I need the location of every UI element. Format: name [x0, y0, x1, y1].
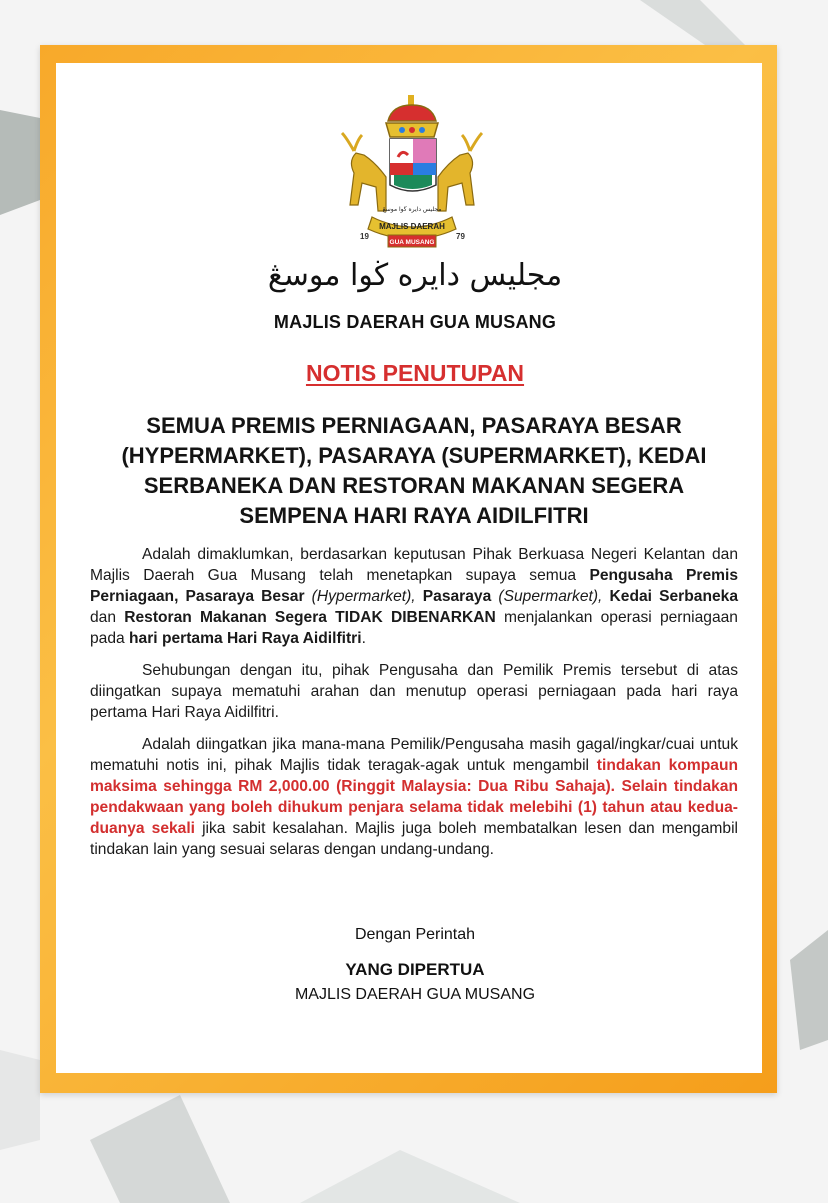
- paragraph-3: Adalah diingatkan jika mana-mana Pemilik/Pengusaha masih gagal/ingkar/cuai untuk mematuhi notis ini, pihak Majlis tidak teragak-agak untuk mengambil tindakan kompaun maksima sehingga RM 2,000.00 (Ringgit Malaysia: Dua Ribu Sahaja). Selain tindakan pendakwaan yang boleh dihukum penjara selama tidak melebihi (1) tahun atau kedua-duanya sekali jika sabit kesalahan. Majlis juga boleh membatalkan lesen dan mengambil tindakan lain yang sesuai selaras dengan undang-undang.: [90, 736, 738, 858]
- jawi-council-name: مجليس دايره ڬوا موسڠ: [267, 258, 563, 293]
- notice-headline: [92, 411, 736, 531]
- headline-line: SEMUA PREMIS PERNIAGAAN, PASARAYA BESAR: [146, 413, 682, 438]
- emblem-year-right: 79: [456, 232, 465, 241]
- headline-line: SERBANEKA DAN RESTORAN MAKANAN SEGERA: [143, 473, 685, 498]
- paragraph-2: Sehubungan dengan itu, pihak Pengusaha dan Pemilik Premis tersebut di atas diingatkan supaya mematuhi arahan dan menutup operasi perniagaan pada hari raya pertama Hari Raya Aidilfitri.: [90, 662, 738, 721]
- emblem-banner-text: MAJLIS DAERAH: [379, 222, 445, 231]
- council-name: MAJLIS DAERAH GUA MUSANG: [273, 312, 557, 332]
- emblem-year-left: 19: [360, 232, 369, 241]
- penalty-warning: tindakan kompaun maksima sehingga RM 2,000.00 (Ringgit Malaysia: Dua Ribu Sahaja). Selain tindakan pendakwaan yang boleh dihukum penjara selama tidak melebihi (1) tahun atau kedua-duanya sekali: [90, 757, 738, 837]
- signoff-order: Dengan Perintah: [354, 926, 476, 943]
- headline-line: SEMPENA HARI RAYA AIDILFITRI: [239, 503, 589, 528]
- headline-line: (HYPERMARKET), PASARAYA (SUPERMARKET), KEDAI: [121, 443, 707, 468]
- emblem-inner-script: مجليس دايره ڬوا موسڠ: [382, 206, 442, 213]
- council-emblem-icon: [336, 93, 488, 249]
- notice-title: NOTIS PENUTUPAN: [305, 360, 525, 386]
- emblem-bottom-text: GUA MUSANG: [389, 239, 435, 246]
- paragraph-1: Adalah dimaklumkan, berdasarkan keputusan Pihak Berkuasa Negeri Kelantan dan Majlis Daerah Gua Musang telah menetapkan supaya semua Pengusaha Premis Perniagaan, Pasaraya Besar (Hypermarket), Pasaraya (Supermarket), Kedai Serbaneka dan Restoran Makanan Segera TIDAK DIBENARKAN menjalankan operasi perniagaan pada hari pertama Hari Raya Aidilfitri.: [90, 546, 738, 647]
- signoff-council: MAJLIS DAERAH GUA MUSANG: [294, 986, 536, 1003]
- signoff-title: YANG DIPERTUA: [345, 960, 485, 979]
